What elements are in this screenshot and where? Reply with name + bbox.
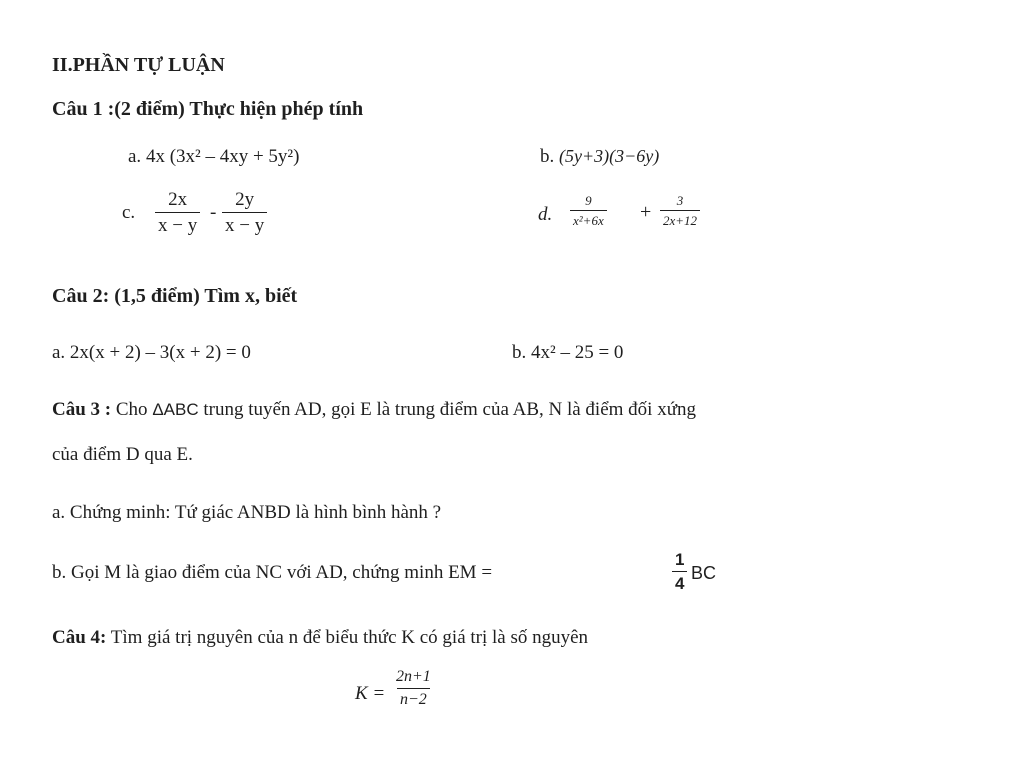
q3-part-b-text: b. Gọi M là giao điểm của NC với AD, chứng minh EM =: [52, 562, 493, 583]
q1-c-denominator-1: x − y: [155, 212, 200, 235]
q1-d-numerator-1: 9: [585, 193, 592, 208]
q3-b-fraction: [672, 551, 687, 592]
q3-line1-prefix: Cho: [115, 399, 148, 420]
q3-line1-suffix: trung tuyến AD, gọi E là trung điểm của AB, N là điểm đối xứng: [203, 399, 696, 420]
section-title: II.PHẦN TỰ LUẬN: [52, 54, 225, 76]
q3-part-a: a. Chứng minh: Tứ giác ANBD là hình bình hành ?: [52, 502, 442, 523]
question-1-heading: Câu 1 :(2 điểm) Thực hiện phép tính: [52, 98, 364, 120]
question-2-heading: Câu 2: (1,5 điểm) Tìm x, biết: [52, 285, 298, 307]
q1-c-numerator-1: 2x: [168, 189, 188, 210]
q1-d-fraction-1: [570, 194, 607, 227]
q1-c-denominator-2: x − y: [222, 212, 267, 235]
q3-triangle: ΔABC: [152, 400, 199, 419]
q4-fraction: [393, 669, 434, 708]
q1-part-b: [540, 146, 659, 168]
q1-d-numerator-2: 3: [676, 193, 684, 208]
q3-b-denominator: 4: [672, 571, 687, 592]
q4-numerator: 2n+1: [396, 668, 431, 685]
q3-b-tail: BC: [691, 563, 717, 583]
q1-d-denominator-1: x²+6x: [570, 210, 607, 227]
q1-c-numerator-2: 2y: [235, 189, 255, 210]
question-4-text: Tìm giá trị nguyên của n để biểu thức K có giá trị là số nguyên: [110, 627, 589, 648]
q1-d-label: d.: [538, 204, 553, 225]
question-4-line: [52, 627, 588, 649]
q1-b-expression: (5y+3)(3−6y): [559, 146, 660, 166]
q1-d-denominator-2: 2x+12: [660, 210, 700, 227]
q2-part-a: a. 2x(x + 2) – 3(x + 2) = 0: [52, 342, 251, 363]
question-3-heading: Câu 3 :: [52, 399, 112, 420]
q1-c-operator: -: [210, 202, 217, 223]
q3-b-numerator: 1: [675, 550, 685, 569]
question-4-heading: Câu 4:: [52, 627, 107, 648]
q1-c-fraction-2: [222, 190, 267, 235]
q1-d-fraction-2: [660, 194, 700, 227]
q1-part-a: [128, 146, 299, 168]
q1-d-operator: +: [640, 201, 652, 223]
q4-k-lhs: K =: [355, 683, 386, 704]
q1-c-fraction-1: [155, 190, 200, 235]
q1-a-label: a.: [128, 146, 142, 167]
question-3-line-1: [52, 399, 696, 421]
q2-part-b: b. 4x² – 25 = 0: [512, 342, 624, 363]
q1-b-label: b.: [540, 146, 555, 167]
q1-a-expression: 4x (3x² – 4xy + 5y²): [145, 146, 300, 167]
q3-line-2: của điểm D qua E.: [52, 444, 193, 465]
q1-c-label: c.: [122, 202, 136, 223]
q4-denominator: n−2: [397, 688, 430, 708]
